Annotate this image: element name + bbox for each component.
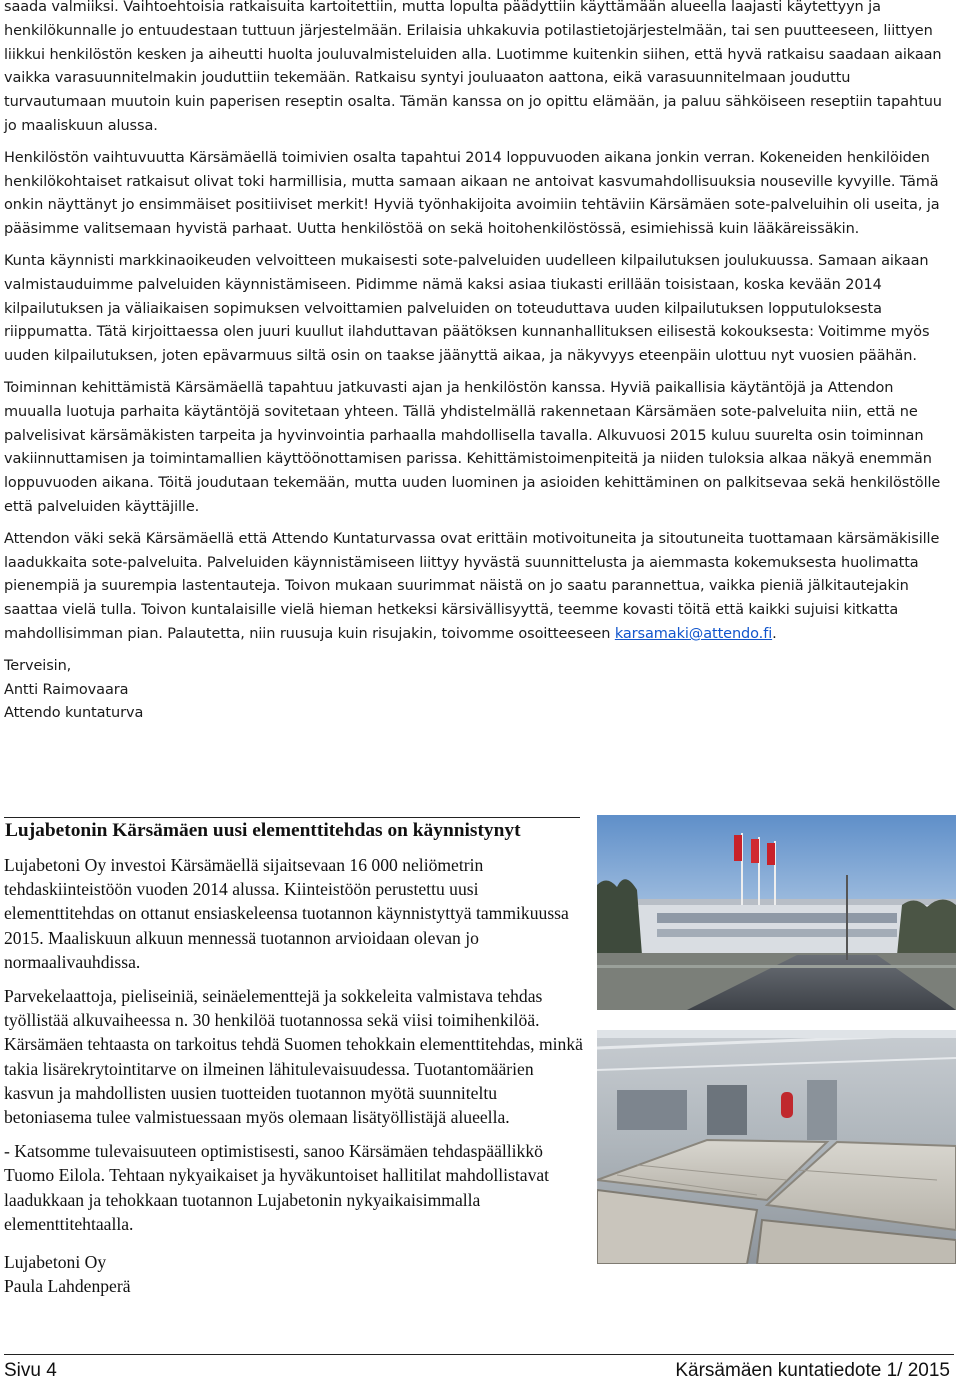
letter-paragraph: Henkilöstön vaihtuvuutta Kärsämäellä toimivien osalta tapahtui 2014 loppuvuoden aikana jonkin verran. Kokeneiden henkilöiden henkilökohtaiset ratkaisut olivat toki harmillisia, mutta samaan aikaan ne antoivat kasvumahdollisuuksia nouseville kyvyille. Tämä onkin näyttänyt jo ensimmäiset positiiviset merkit! Hyviä työnhakijoita avoimiin tehtäviin Kärsämäen sote-palveluihin oli useita, ja pääsimme valitsemaan hyvistä parhaat. Uutta henkilöstöä on sekä hoitohenkilöstössä, esimiehissä kuin lääkäreissäkin. [4,149,940,238]
factory-exterior-photo [597,815,956,1010]
attendo-letter [4,0,954,726]
signoff-org: Attendo kuntaturva [4,705,144,722]
article-byline [4,1250,586,1298]
signoff-name: Antti Raimovaara [4,681,129,698]
letter-paragraph: Kunta käynnisti markkinaoikeuden velvoitteen mukaisesti sote-palveluiden uudelleen kilpailutuksen joulukuussa. Samaan aikaan valmistauduimme palveluiden käynnistämiseen. Pidimme nämä kaksi asiaa tiukasti erillään toisistaan, koska kevään 2014 kilpailutuksen ja väliaikaisen sopimuksen velvoittamien palveluiden on toteuduttava uuden kilpailutuksen lopputuloksesta riippumatta. Tätä kirjoittaessa olen juuri kuullut ilahduttavan päätöksen kunnanhallituksen eilisestä kokouksesta: Voitimme myös uuden kilpailutuksen, joten epävarmuus siltä osin on taakse jäänyttä aikaa, ja näkyvyys eteenpäin ulottuu nyt vuosien päähän. [4,252,930,365]
factory-hall-photo [597,1030,956,1264]
signoff-greeting: Terveisin, [4,657,72,674]
article-paragraph: Parvekelaattoja, pieliseiniä, seinäelementtejä ja sokkeleita valmistava tehdas työllistää alkuvaiheessa n. 30 henkilöä tuotannossa sekä viisi toimihenkilöä. Kärsämäen tehtaasta on tarkoitus tehdä Suomen tehokkain elementtitehdas, minkä takia lisärekrytointitarve on ilmeinen lähitulevaisuudessa. Tuotantomäärien kasvun ja mahdollisten uusien tuotteiden tuotannon myötä suunniteltu betoniasema tulee valmistuessaan myös olemaan lisätyöllistäjä alueella. [4,986,583,1128]
footer-divider [4,1354,954,1355]
article-title: Lujabetonin Kärsämäen uusi elementtitehdas on käynnistynyt [5,820,521,841]
email-link[interactable]: karsamaki@attendo.fi [614,625,773,642]
letter-paragraph: saada valmiiksi. Vaihtoehtoisia ratkaisuita kartoitettiin, mutta lopulta päädyttiin käyttämään alueella laajasti käytettyyn ja henkilökunnalle jo entuudestaan tuttuun järjestelmään. Erilaisia uhkakuvia potilastietojärjestelmään, tai sen puutteeseen, liittyen liikkui henkilöstön kesken ja aiheutti huolta jouluvalmisteluiden alla. Luotimme kuitenkin siihen, että hyvä ratkaisu saadaan aikaan vaikka varasuunnitelmakin jouduttiin tekemään. Ratkaisu syntyi jouluaaton aattona, eikä varasuunnitelmaan jouduttu turvautumaan muutoin kuin paperisen reseptin osalta. Tämän kanssa on jo opittu elämään, ja paluu sähköiseen reseptiin tapahtuu jo maaliskuun alussa. [4,0,942,134]
article-paragraph: Lujabetoni Oy investoi Kärsämäellä sijaitsevaan 16 000 neliömetrin tehdaskiinteistöön vuoden 2014 alussa. Kiinteistöön perustettu uusi elementtitehdas on ottanut ensiaskeleensa tuotannon käynnistyttyä tammikuussa 2015. Maaliskuun alkuun mennessä tuotannon arvioidaan olevan jo normaalivauhdissa. [4,855,569,972]
byline-name: Paula Lahdenperä [4,1276,131,1297]
letter-paragraph: Toiminnan kehittämistä Kärsämäellä tapahtuu jatkuvasti ajan ja henkilöstön kanssa. Hyviä paikallisia käytäntöjä ja Attendon muualla luotuja parhaita käytäntöjä sovitetaan yhteen. Tällä yhdistelmällä rakennetaan Kärsämäen sote-palveluita niin, että ne palvelisivat kärsämäkisten tarpeita ja hyvinvointia parhaalla mahdollisella tavalla. Alkuvuosi 2015 kuluu suurelta osin toiminnan vakiinnuttamisen ja toimintamallien käyttöönottamisen parissa. Kehittämistoimenpiteitä ja niiden tuloksia alkaa näkyä enemmän loppuvuoden aikana. Töitä joudutaan tekemään, mutta uuden luominen ja asioiden kehittäminen on palkitsevaa sekä henkilöstölle että palveluiden käyttäjille. [4,379,941,515]
article-body [4,853,586,1298]
page-number: Sivu 4 [4,1360,57,1381]
feedback-suffix: . [772,625,777,642]
article-paragraph: - Katsomme tulevaisuuteen optimistisesti, sanoo Kärsämäen tehdaspäällikkö Tuomo Eilola. Tehtaan nykyaikaiset ja hyväkuntoiset hallitilat mahdollistavat laadukkaan ja tehokkaan tuotannon Lujabetonin nykyaikaisimmalla elementtitehtaalla. [4,1141,550,1234]
article-divider [4,817,580,818]
byline-company: Lujabetoni Oy [4,1252,107,1273]
publication-name: Kärsämäen kuntatiedote 1/ 2015 [675,1360,950,1381]
signoff [4,655,954,726]
feedback-text: Attendon väki sekä Kärsämäellä että Attendo Kuntaturvassa ovat erittäin motivoituneita ja sitoutuneita tuottamaan kärsämäkisille laadukkaita sote-palveluita. Palveluiden käynnistämiseen liittyy hyvästä suunnittelusta ja aiemmasta kokemuksesta huolimatta pienempiä ja suurempia lastentauteja. Toivon mukaan suurimmat näistä on jo saatu parannettua, vaikka pieniä jälkitautejakin saattaa vielä tulla. Toivon kuntalaisille vielä hieman hetkeksi kärsivällisyyttä, teemme kovasti töitä että kaikki sujuisi kitkatta mahdollisimman pian. Palautetta, niin ruusuja kuin risujakin, toivomme osoitteeseen [4,530,940,642]
letter-paragraph-feedback [4,528,954,647]
